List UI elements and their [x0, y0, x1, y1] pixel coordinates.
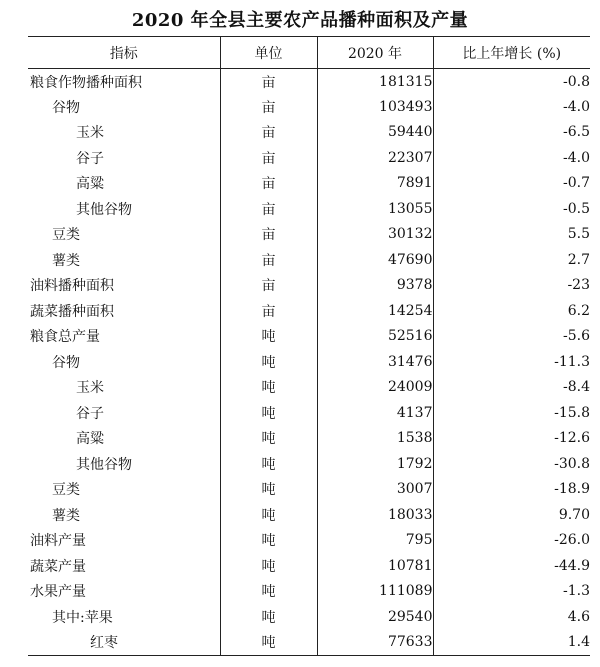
table-row — [28, 298, 590, 324]
row-unit: 吨 — [220, 375, 317, 401]
row-value: 10781 — [317, 553, 433, 579]
row-indicator: 蔬菜播种面积 — [28, 298, 220, 324]
row-indicator: 其他谷物 — [28, 196, 220, 222]
row-unit: 吨 — [220, 604, 317, 630]
row-value: 111089 — [317, 579, 433, 605]
row-unit: 亩 — [220, 120, 317, 146]
row-unit: 亩 — [220, 298, 317, 324]
row-value: 1538 — [317, 426, 433, 452]
row-indicator: 水果产量 — [28, 579, 220, 605]
row-indicator: 薯类 — [28, 502, 220, 528]
row-value: 13055 — [317, 196, 433, 222]
table-row — [28, 145, 590, 171]
table-row — [28, 502, 590, 528]
table-row — [28, 400, 590, 426]
row-value: 103493 — [317, 94, 433, 120]
row-growth: -0.7 — [563, 175, 590, 192]
row-growth: 1.4 — [433, 630, 590, 656]
table-row — [28, 426, 590, 452]
row-value: 30132 — [317, 222, 433, 248]
row-value: 3007 — [317, 477, 433, 503]
row-unit: 亩 — [220, 69, 317, 95]
row-growth: -5.6 — [563, 328, 590, 345]
row-growth: -12.6 — [554, 430, 590, 447]
table-row — [28, 477, 590, 503]
row-unit: 亩 — [220, 247, 317, 273]
row-indicator: 粮食作物播种面积 — [28, 69, 220, 95]
table-row — [28, 196, 590, 222]
row-unit: 吨 — [220, 477, 317, 503]
row-growth: -4.0 — [563, 98, 590, 115]
row-indicator: 薯类 — [28, 247, 220, 273]
row-unit: 吨 — [220, 630, 317, 656]
row-indicator: 油料播种面积 — [28, 273, 220, 299]
row-unit: 吨 — [220, 426, 317, 452]
row-growth: 5.5 — [567, 226, 590, 243]
row-growth: -26.0 — [554, 532, 590, 549]
row-unit: 亩 — [220, 145, 317, 171]
row-value: 31476 — [317, 349, 433, 375]
row-indicator: 谷物 — [28, 94, 220, 120]
row-growth: 6.2 — [567, 302, 590, 319]
row-value: 4137 — [317, 400, 433, 426]
row-unit: 亩 — [220, 94, 317, 120]
table-row — [28, 579, 590, 605]
row-growth: -23 — [567, 277, 590, 294]
table-row — [28, 222, 590, 248]
row-growth: -6.5 — [563, 124, 590, 141]
row-growth: -8.4 — [563, 379, 590, 396]
row-indicator: 油料产量 — [28, 528, 220, 554]
row-growth: -0.5 — [563, 200, 590, 217]
row-value: 181315 — [317, 69, 433, 95]
row-unit: 吨 — [220, 502, 317, 528]
table-row — [28, 604, 590, 630]
row-growth: -0.8 — [563, 73, 590, 90]
row-value: 29540 — [317, 604, 433, 630]
row-value: 9378 — [317, 273, 433, 299]
table-row — [28, 94, 590, 120]
table-title: 2020 年全县主要农产品播种面积及产量 — [131, 10, 469, 31]
row-indicator: 红枣 — [28, 630, 220, 656]
row-unit: 吨 — [220, 579, 317, 605]
statistics-table — [28, 36, 590, 656]
row-growth: -4.0 — [563, 149, 590, 166]
header-year: 2020 年 — [317, 37, 433, 69]
table-row — [28, 247, 590, 273]
row-value: 77633 — [317, 630, 433, 656]
header-indicator: 指标 — [28, 37, 220, 69]
header-row — [28, 37, 590, 69]
row-value: 59440 — [317, 120, 433, 146]
row-unit: 吨 — [220, 528, 317, 554]
row-unit: 亩 — [220, 196, 317, 222]
row-unit: 吨 — [220, 451, 317, 477]
table-row — [28, 528, 590, 554]
row-unit: 亩 — [220, 273, 317, 299]
row-indicator: 豆类 — [28, 477, 220, 503]
row-indicator: 谷物 — [28, 349, 220, 375]
row-growth: -44.9 — [554, 557, 590, 574]
table-row — [28, 273, 590, 299]
row-value: 18033 — [317, 502, 433, 528]
row-value: 22307 — [317, 145, 433, 171]
row-unit: 亩 — [220, 171, 317, 197]
row-growth: -15.8 — [554, 404, 590, 421]
row-indicator: 其他谷物 — [28, 451, 220, 477]
row-growth: 4.6 — [567, 608, 590, 625]
header-growth: 比上年增长 (%) — [433, 37, 590, 69]
row-value: 47690 — [317, 247, 433, 273]
row-growth: -18.9 — [554, 481, 590, 498]
row-growth: -1.3 — [563, 583, 590, 600]
table-row — [28, 375, 590, 401]
table-row — [28, 553, 590, 579]
row-indicator: 高粱 — [28, 171, 220, 197]
row-indicator: 高粱 — [28, 426, 220, 452]
row-value: 7891 — [317, 171, 433, 197]
row-indicator: 其中:苹果 — [28, 604, 220, 630]
table-row — [28, 630, 590, 656]
table-row — [28, 171, 590, 197]
row-unit: 吨 — [220, 553, 317, 579]
row-growth: 9.70 — [558, 506, 590, 523]
table-row — [28, 69, 590, 95]
row-growth: -11.3 — [554, 353, 590, 370]
row-unit: 吨 — [220, 400, 317, 426]
table-row — [28, 120, 590, 146]
row-indicator: 玉米 — [28, 120, 220, 146]
row-value: 14254 — [317, 298, 433, 324]
row-indicator: 玉米 — [28, 375, 220, 401]
row-unit: 吨 — [220, 349, 317, 375]
table-header — [28, 37, 590, 69]
row-indicator: 谷子 — [28, 400, 220, 426]
row-value: 24009 — [317, 375, 433, 401]
row-unit: 吨 — [220, 324, 317, 350]
table-row — [28, 349, 590, 375]
table-row — [28, 324, 590, 350]
row-indicator: 粮食总产量 — [28, 324, 220, 350]
row-indicator: 谷子 — [28, 145, 220, 171]
row-indicator: 蔬菜产量 — [28, 553, 220, 579]
row-indicator: 豆类 — [28, 222, 220, 248]
row-growth: 2.7 — [567, 251, 590, 268]
table-body — [28, 69, 590, 656]
header-unit: 单位 — [220, 37, 317, 69]
row-unit: 亩 — [220, 222, 317, 248]
table-row — [28, 451, 590, 477]
row-value: 795 — [317, 528, 433, 554]
row-growth: -30.8 — [554, 455, 590, 472]
row-value: 1792 — [317, 451, 433, 477]
row-value: 52516 — [317, 324, 433, 350]
